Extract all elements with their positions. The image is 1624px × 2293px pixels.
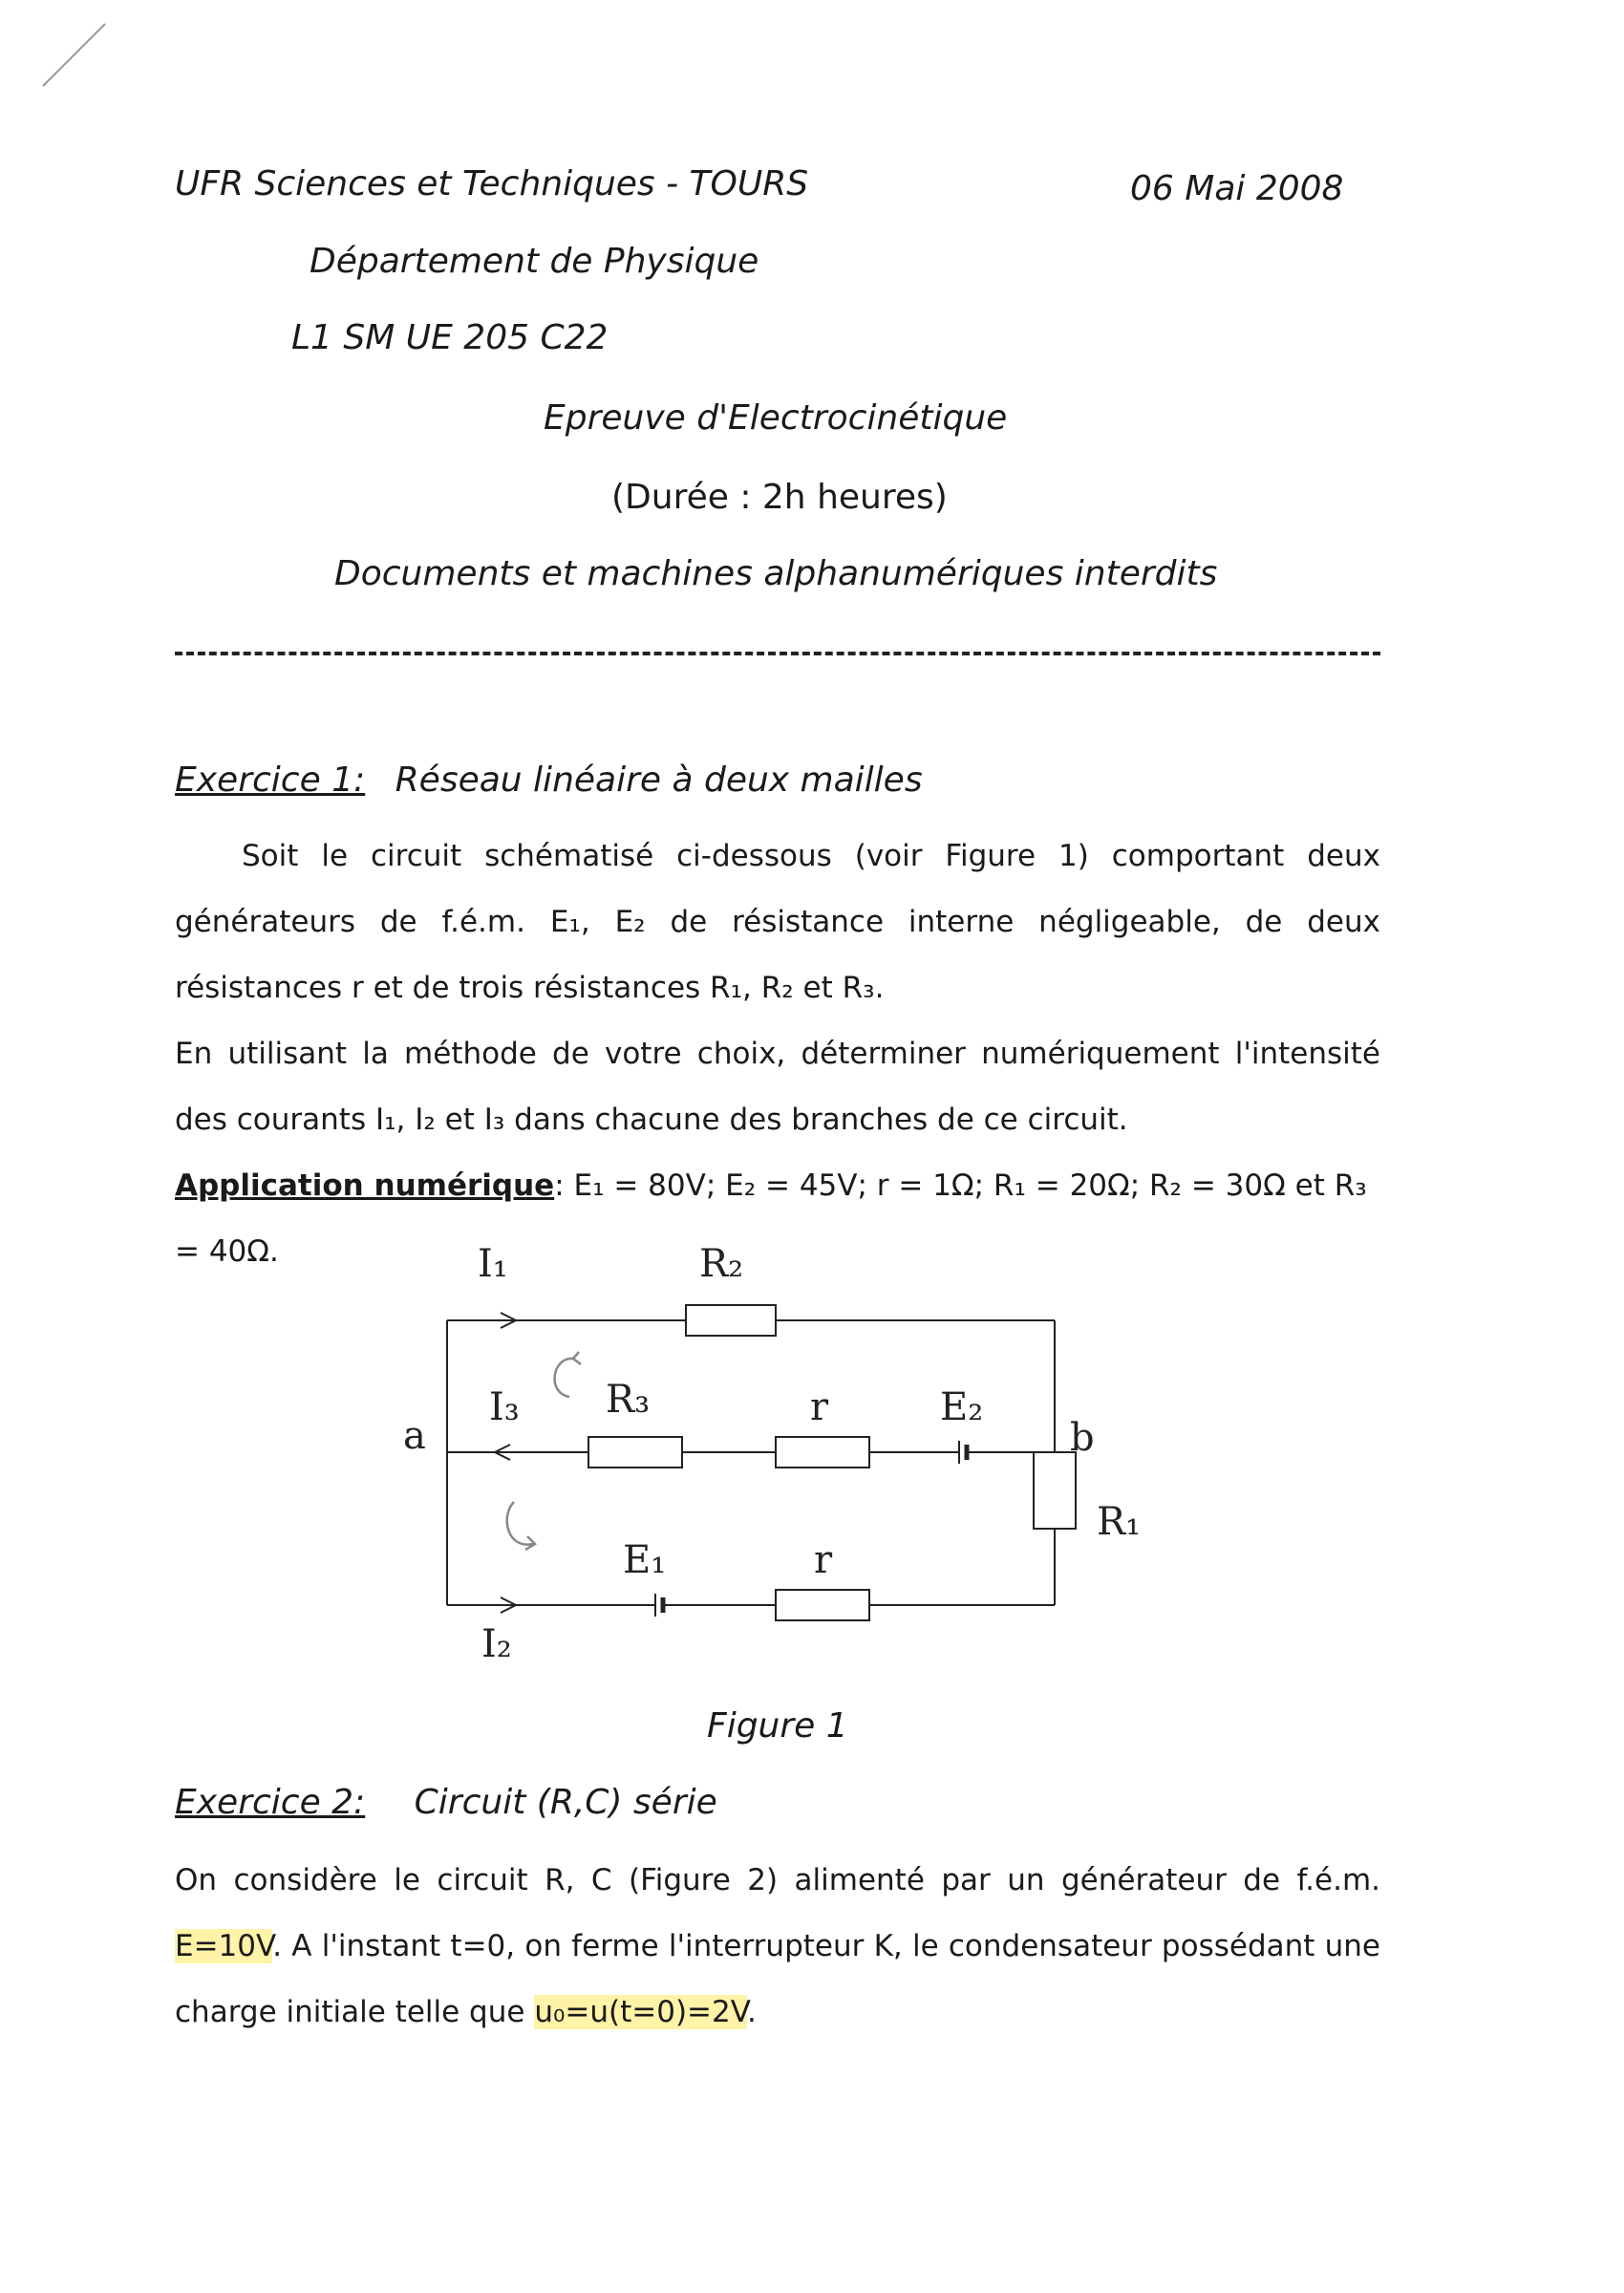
- label-i1: I₁: [478, 1242, 508, 1286]
- exercise-1-body: [175, 824, 1380, 1285]
- exercise-2-text-a: On considère le circuit R, C (Figure 2) alimenté par un générateur de f.é.m.: [175, 1863, 1380, 1897]
- loop-arrow-upper-head: [573, 1352, 581, 1364]
- course-code: L1 SM UE 205 C22: [291, 318, 609, 357]
- label-i3: I₃: [489, 1385, 520, 1429]
- label-e2: E₂: [940, 1385, 984, 1429]
- institution-name: UFR Sciences et Techniques - TOURS: [175, 164, 809, 204]
- pencil-stroke-mark: [29, 19, 124, 96]
- exercise-1-title: Réseau linéaire à deux mailles: [395, 761, 923, 800]
- exercise-2-text-b: . A l'instant t=0, on ferme l'interrupteur K, le condensateur possédant une charge initiale telle que: [175, 1929, 1380, 2029]
- exercise-2-number: Exercice 2:: [175, 1783, 366, 1822]
- label-e1: E₁: [623, 1538, 667, 1582]
- exercise-1-paragraph-1: Soit le circuit schématisé ci-dessous (voir Figure 1) comportant deux générateurs de f.é.m. E₁, E₂ de résistance interne négligeable, de deux résistances r et de trois résistances R₁, R₂ et R₃.: [175, 839, 1380, 1005]
- exam-title: Epreuve d'Electrocinétique: [544, 398, 1008, 438]
- loop-arrow-upper: [555, 1359, 573, 1397]
- exam-duration: (Durée : 2h heures): [611, 478, 948, 517]
- exercise-1-paragraph-2: En utilisant la méthode de votre choix, déterminer numériquement l'intensité des courants I₁, I₂ et I₃ dans chacune des branches de ce circuit.: [175, 1037, 1380, 1137]
- loop-arrow-lower-head: [525, 1536, 535, 1550]
- dashed-separator: [175, 652, 1380, 655]
- resistor-r-bottom: [776, 1590, 869, 1620]
- label-i2: I₂: [481, 1622, 512, 1666]
- exercise-2-heading: [175, 1783, 717, 1822]
- label-r3: R₃: [606, 1378, 651, 1422]
- figure-1-caption: Figure 1: [707, 1706, 848, 1746]
- label-node-a: a: [403, 1414, 426, 1458]
- exam-date: 06 Mai 2008: [1130, 169, 1344, 208]
- label-r1: R₁: [1097, 1500, 1142, 1544]
- exam-rules: Documents et machines alphanumériques interdits: [334, 554, 1218, 593]
- resistor-r2: [686, 1305, 776, 1336]
- numerical-application-values: : E₁ = 80V; E₂ = 45V; r = 1Ω; R₁ = 20Ω; R₂ = 30Ω et R₃ = 40Ω.: [175, 1168, 1367, 1269]
- label-node-b: b: [1070, 1416, 1095, 1460]
- exercise-2-title: Circuit (R,C) série: [414, 1783, 717, 1822]
- highlight-emf: E=10V: [175, 1929, 273, 1963]
- department-name: Département de Physique: [310, 242, 759, 281]
- resistor-r3: [588, 1437, 682, 1468]
- numerical-application-label: Application numérique: [175, 1168, 555, 1203]
- label-r2: R₂: [699, 1242, 744, 1286]
- exercise-2-text-c: .: [746, 1995, 757, 2029]
- exercise-2-paragraph: [175, 1848, 1380, 2046]
- circuit-diagram: [382, 1232, 1204, 1691]
- exercise-1-heading: [175, 761, 923, 800]
- exercise-1-number: Exercice 1:: [175, 761, 366, 800]
- resistor-r1: [1034, 1452, 1076, 1529]
- resistor-r-top: [776, 1437, 869, 1468]
- exercise-2-body: [175, 1848, 1380, 2046]
- label-r-bottom: r: [814, 1538, 833, 1582]
- label-r-top: r: [810, 1385, 829, 1429]
- highlight-initial-voltage: u₀=u(t=0)=2V: [534, 1995, 747, 2029]
